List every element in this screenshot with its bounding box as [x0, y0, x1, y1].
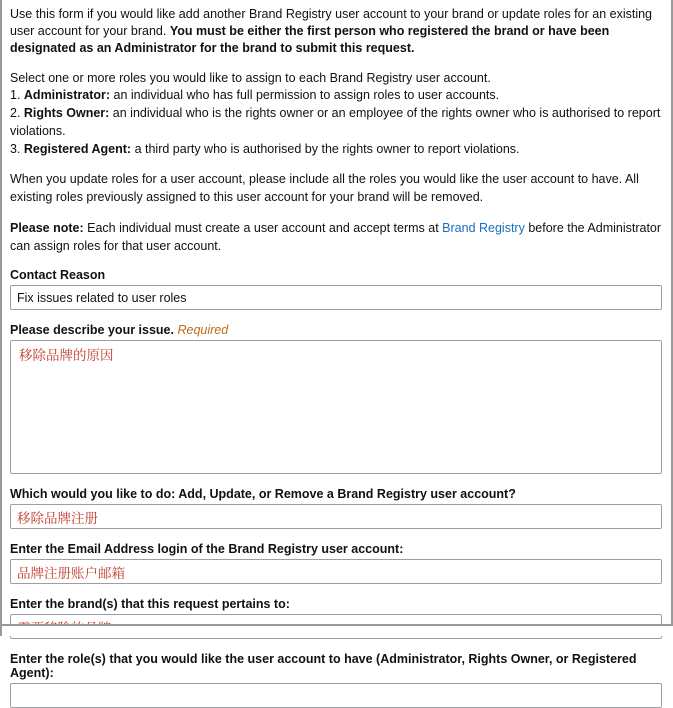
action-label: Which would you like to do: Add, Update, or Remove a Brand Registry user account?	[10, 487, 516, 502]
describe-issue-textarea[interactable]	[10, 340, 662, 474]
role-name-2: Rights Owner:	[23, 106, 110, 121]
intro-paragraph	[10, 6, 663, 57]
please-note-label: Please note:	[10, 220, 84, 235]
describe-issue-required-tag: Required	[177, 323, 229, 338]
role-number-3: 3.	[10, 141, 24, 156]
email-label: Enter the Email Address login of the Brand Registry user account:	[10, 542, 404, 557]
roles-explanation	[10, 70, 663, 159]
brand-registry-link[interactable]: Brand Registry	[442, 220, 525, 235]
roles-field-label: Enter the role(s) that you would like the user account to have (Administrator, Rights Owner, or Registered Agent):	[10, 652, 637, 681]
form-content	[2, 0, 671, 708]
roles-heading: Select one or more roles you would like to assign to each Brand Registry user account.	[10, 70, 491, 85]
action-input[interactable]	[10, 504, 662, 529]
role-number-2: 2.	[10, 106, 24, 121]
intro-bold-text: You must be either the first person who registered the brand or have been designated as an Administrator for the brand to submit this request.	[10, 23, 610, 55]
role-line-rights-owner	[10, 105, 663, 141]
role-desc-3: a third party who is authorised by the rights owner to report violations.	[131, 141, 520, 156]
role-line-registered-agent	[10, 141, 663, 159]
update-roles-note	[10, 171, 663, 207]
role-number-1: 1.	[10, 88, 24, 103]
brands-label: Enter the brand(s) that this request pertains to:	[10, 597, 290, 612]
email-input[interactable]	[10, 559, 662, 584]
describe-issue-label	[10, 323, 663, 337]
update-roles-note-text: When you update roles for a user account, please include all the roles you would like the user account to have. All existing roles previously assigned to this user account for your brand will be removed.	[10, 172, 639, 205]
please-note-text-1: Each individual must create a user account and accept terms at	[83, 220, 443, 235]
page-bottom-divider	[2, 624, 673, 636]
role-name-3: Registered Agent:	[23, 141, 132, 156]
contact-reason-input[interactable]	[10, 285, 662, 310]
role-name-1: Administrator:	[23, 88, 111, 103]
role-line-administrator	[10, 87, 663, 105]
role-desc-2: an individual who is the rights owner or an employee of the rights owner who is authorised to report violations.	[10, 106, 661, 138]
intro-lead-text: Use this form if you would like add another Brand Registry user account to your brand or update roles for an existing user account for your brand.	[10, 7, 653, 38]
roles-field-input[interactable]	[10, 683, 662, 708]
please-note-paragraph	[10, 220, 663, 256]
role-desc-1: an individual who has full permission to assign roles to user accounts.	[110, 88, 500, 103]
describe-issue-label-text: Please describe your issue.	[10, 323, 174, 338]
contact-reason-label: Contact Reason	[10, 268, 106, 283]
please-note-text-2: before the Administrator can assign roles for that user account.	[10, 220, 662, 253]
